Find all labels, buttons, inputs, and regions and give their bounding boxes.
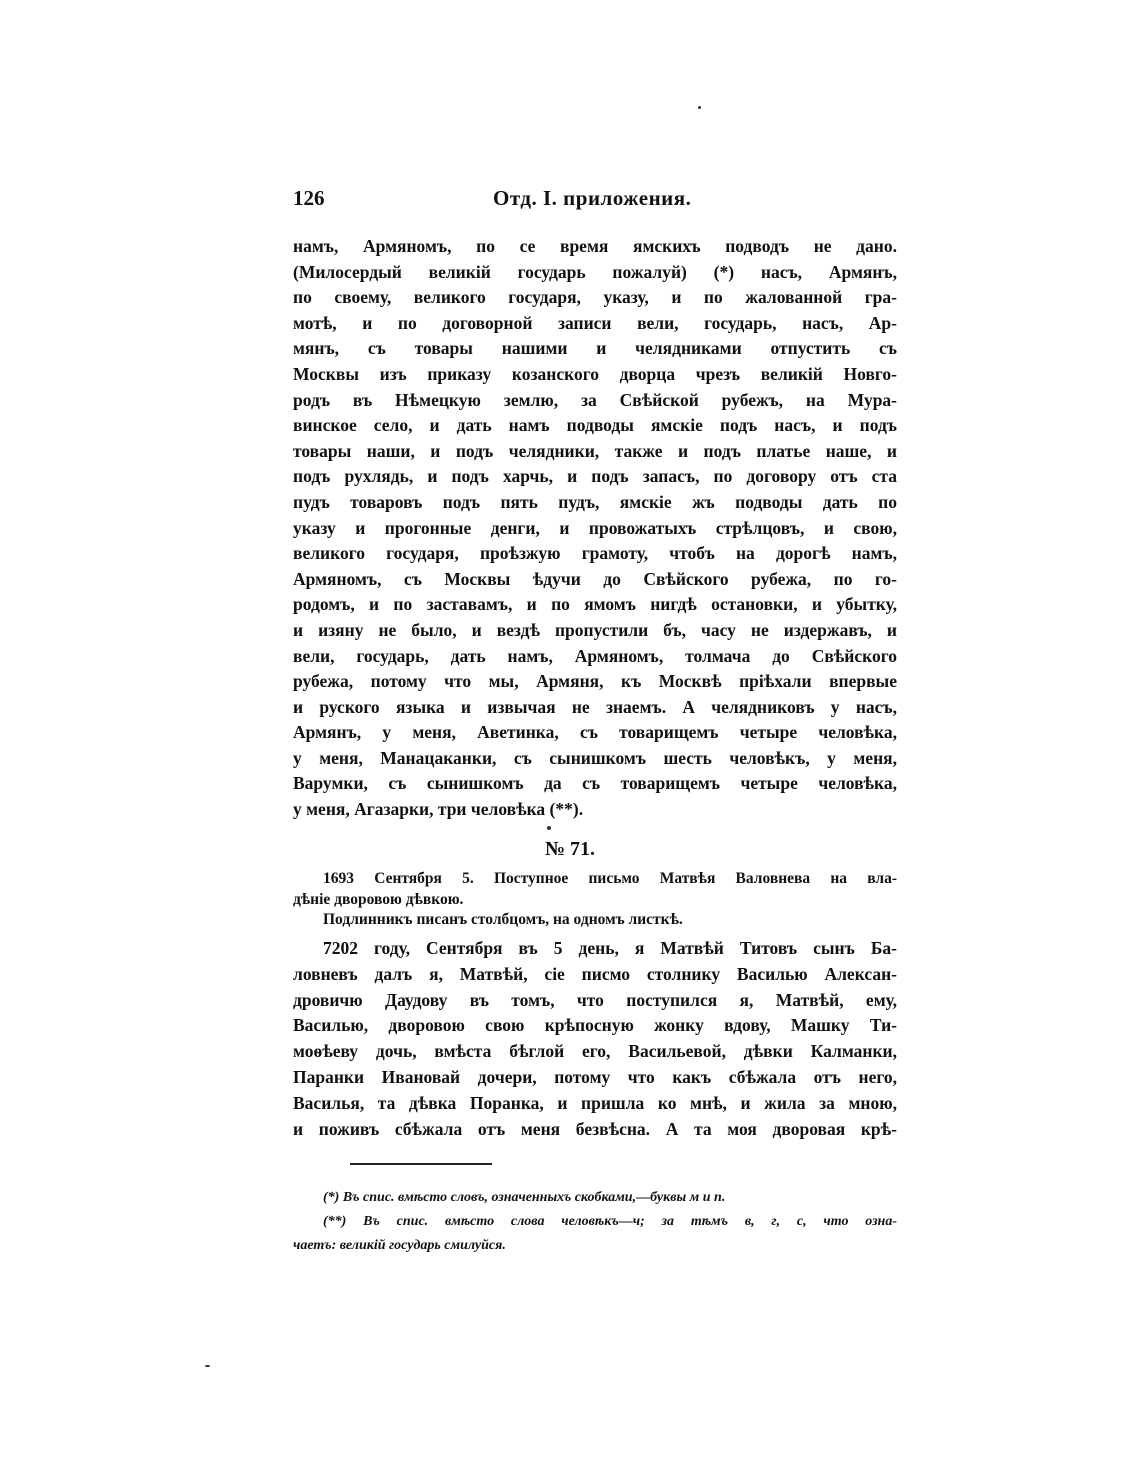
text-line: товары наши, и подъ челядники, также и подъ платье наше, и: [293, 440, 897, 461]
text-line: Армяномъ, съ Москвы ѣдучи до Свѣйского рубежа, по го-: [293, 568, 897, 589]
running-title: Отд. I. приложения.: [493, 186, 692, 210]
text-line: дровичю Даудову въ томъ, что поступился я, Матвѣй, ему,: [293, 989, 897, 1010]
text-line: пудъ товаровъ подъ пять пудъ, ямскіе жъ подводы дать по: [293, 491, 897, 512]
text-line: и изяну не было, и вездѣ пропустили бъ, часу не издержавъ, и: [293, 619, 897, 640]
footnote: чаетъ: великій государь смилуйся.: [293, 1238, 506, 1253]
text-line: у меня, Агазарки, три человѣка (**).: [293, 799, 584, 820]
document-title-line: 1693 Сентября 5. Поступное письмо Матвѣя Валовнева на вла-: [323, 870, 897, 887]
text-line: подъ рухлядь, и подъ харчь, и подъ запасъ, по договору отъ ста: [293, 466, 897, 487]
scan-speck: [205, 1365, 210, 1367]
text-line: Армянъ, у меня, Аветинка, съ товарищемъ четыре человѣка,: [293, 722, 897, 743]
text-line: винское село, и дать намъ подводы ямскіе подъ насъ, и подъ: [293, 415, 897, 436]
text-line: Паранки Ивановай дочери, потому что какъ сбѣжала отъ него,: [293, 1066, 897, 1087]
footnotes: [293, 1186, 897, 1258]
text-line: по своему, великого государя, указу, и по жалованной гра-: [293, 287, 897, 308]
page-number: 126: [293, 186, 325, 210]
original-note: Подлинникъ писанъ столбцомъ, на одномъ листкѣ.: [323, 911, 683, 928]
text-line: мотѣ, и по договорной записи вели, государь, насъ, Ар-: [293, 312, 897, 333]
footnote: (*) Въ спис. вмѣсто словъ, означенныхъ скобками,—буквы м и п.: [323, 1190, 726, 1205]
footnote: (**) Въ спис. вмѣсто слова человѣкъ—ч; за тѣмъ в, г, с, что озна-: [323, 1214, 897, 1229]
text-line: Василью, дворовою свою крѣпосную жонку вдову, Машку Ти-: [293, 1015, 897, 1036]
text-line: ловневъ далъ я, Матвѣй, сіе писмо столнику Василью Алексан-: [293, 963, 897, 984]
text-line: намъ, Армяномъ, по се время ямскихъ подводъ не дано.: [293, 236, 897, 256]
body-text: [293, 234, 897, 823]
text-line: вели, государь, дать намъ, Армяномъ, толмача до Свѣйского: [293, 645, 897, 666]
text-line: моѳѣеву дочь, вмѣста бѣглой его, Васильевой, дѣвки Калманки,: [293, 1041, 897, 1062]
text-line: родомъ, и по заставамъ, и по ямомъ нигдѣ остановки, и убытку,: [293, 594, 897, 615]
document-number: № 71.: [544, 838, 596, 860]
text-line: (Милосердый великій государь пожалуй) (*) насъ, Армянъ,: [293, 261, 897, 282]
running-head: [293, 186, 897, 216]
document-title: [293, 868, 897, 910]
text-line: и руского языка и извычая не знаемъ. А челядниковъ у насъ,: [293, 696, 897, 717]
document-title-line: дѣніе дворовою дѣвкою.: [293, 891, 464, 908]
text-line: Варумки, съ сынишкомъ да съ товарищемъ четыре человѣка,: [293, 773, 897, 794]
document-body: [293, 936, 897, 1142]
text-line: и поживъ сбѣжала отъ меня безвѣсна. А та моя дворовая крѣ-: [293, 1118, 897, 1139]
text-line: великого государя, проѣзжую грамоту, чтобъ на дорогѣ намъ,: [293, 543, 897, 564]
scan-speck: [547, 826, 551, 830]
text-line: Москвы изъ приказу козанского дворца чрезъ великій Новго-: [293, 363, 897, 384]
text-line: Василья, та дѣвка Поранка, и пришла ко мнѣ, и жила за мною,: [293, 1092, 897, 1113]
footnote-rule: [350, 1163, 492, 1165]
text-line: 7202 году, Сентября въ 5 день, я Матвѣй Титовъ сынъ Ба-: [323, 938, 897, 958]
text-line: рубежа, потому что мы, Армяня, къ Москвѣ пріѣхали впервые: [293, 671, 897, 692]
text-line: мянъ, съ товары нашими и челядниками отпустить съ: [293, 338, 897, 359]
scan-speck: [698, 106, 701, 109]
text-line: у меня, Манацаканки, съ сынишкомъ шесть человѣкъ, у меня,: [293, 747, 897, 768]
text-line: указу и прогонные денги, и провожатыхъ стрѣлцовъ, и свою,: [293, 517, 897, 538]
text-line: родъ въ Нѣмецкую землю, за Свѣйской рубежъ, на Мура-: [293, 389, 897, 410]
